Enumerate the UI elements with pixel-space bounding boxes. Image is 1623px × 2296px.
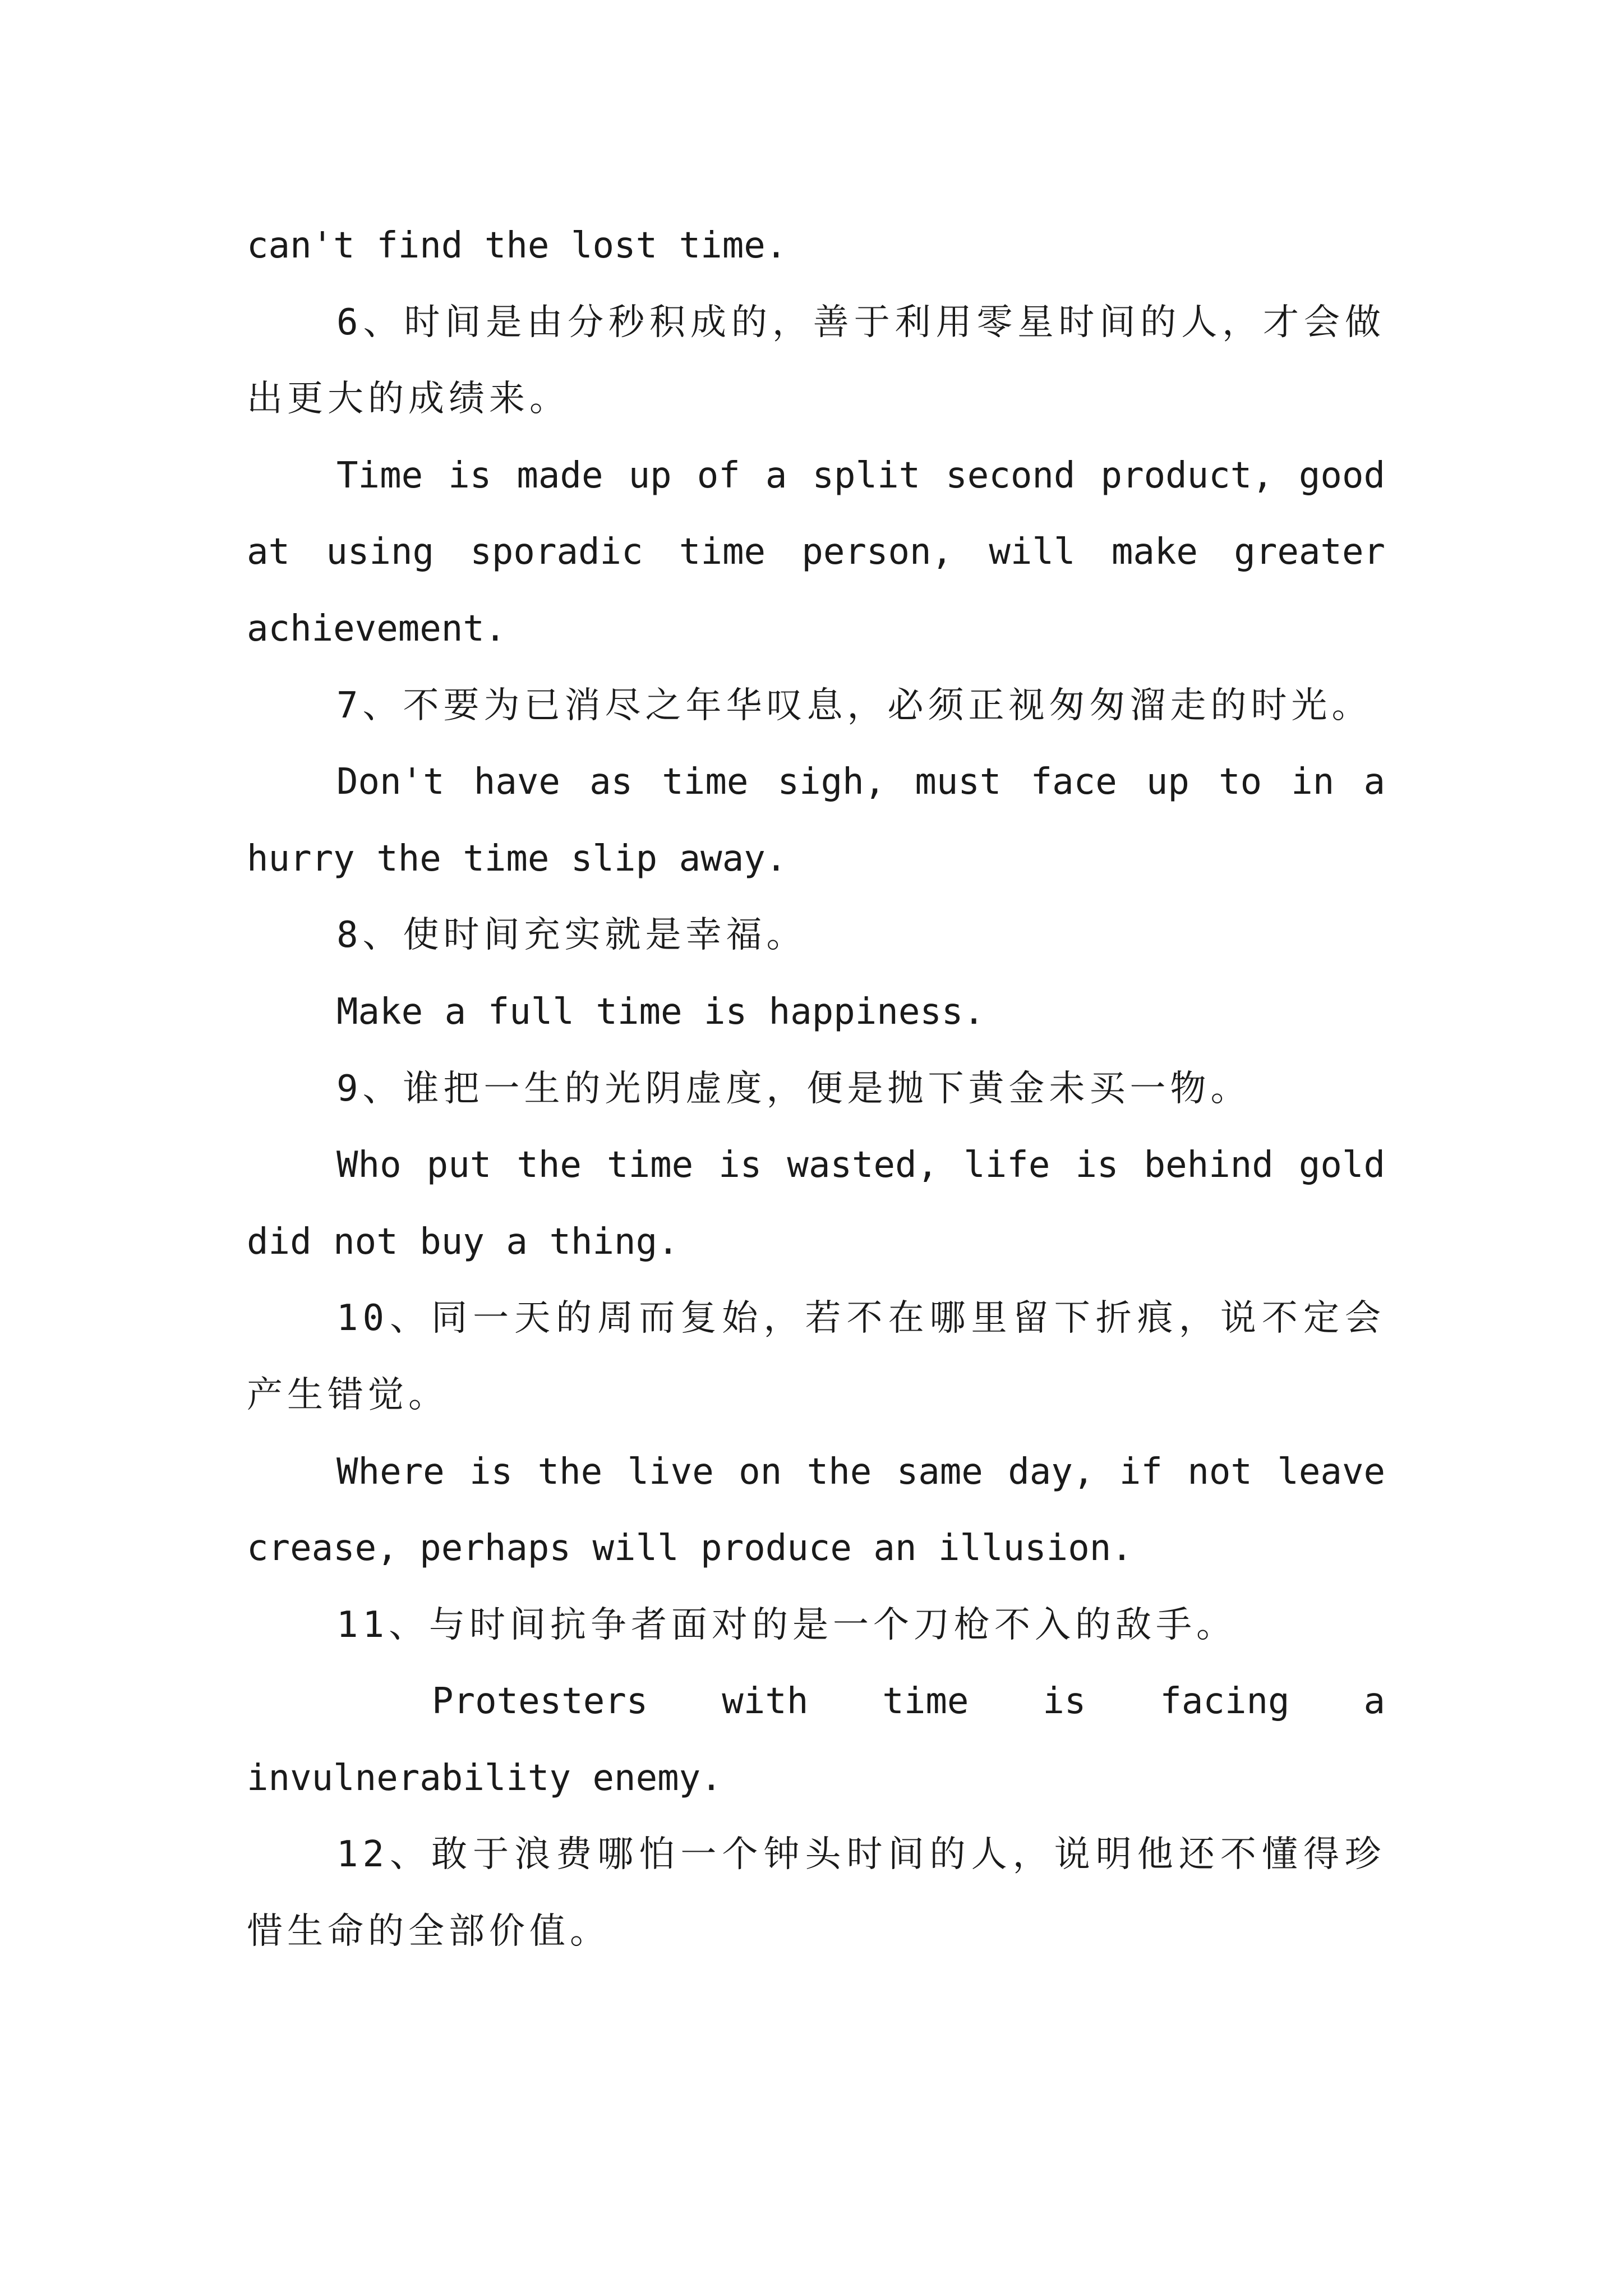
paragraph-quote-6-en: Time is made up of a split second product, good at using sporadic time person, will make greater achievement. [247, 454, 1385, 650]
paragraph-quote-9-en: Who put the time is wasted, life is behind gold did not buy a thing. [247, 1144, 1385, 1263]
paragraph-quote-11-cn: 11、与时间抗争者面对的是一个刀枪不入的敌手。 [336, 1604, 1237, 1646]
paragraph-quote-12-cn: 12、敢于浪费哪怕一个钟头时间的人，说明他还不懂得珍惜生命的全部价值。 [247, 1834, 1385, 1953]
paragraph-quote-6-cn: 6、时间是由分秒积成的，善于利用零星时间的人，才会做出更大的成绩来。 [247, 301, 1385, 420]
paragraph-quote-7-en: Don't have as time sigh, must face up to in a hurry the time slip away. [247, 761, 1385, 880]
paragraph-quote-11-en: Protesters with time is facing a invulnerability enemy. [247, 1681, 1385, 1799]
paragraph-quote-9-cn: 9、谁把一生的光阴虚度，便是抛下黄金未买一物。 [336, 1068, 1251, 1110]
paragraph-continuation: can't find the lost time. [247, 225, 787, 266]
document-body [247, 208, 1385, 1970]
paragraph-quote-7-cn: 7、不要为已消尽之年华叹息，必须正视匆匆溜走的时光。 [336, 684, 1372, 726]
paragraph-quote-8-cn: 8、使时间充实就是幸福。 [336, 914, 807, 956]
paragraph-quote-8-en: Make a full time is happiness. [336, 991, 985, 1033]
paragraph-quote-10-cn: 10、同一天的周而复始，若不在哪里留下折痕，说不定会产生错觉。 [247, 1297, 1385, 1416]
paragraph-quote-10-en: Where is the live on the same day, if not leave crease, perhaps will produce an illusion. [247, 1451, 1385, 1570]
